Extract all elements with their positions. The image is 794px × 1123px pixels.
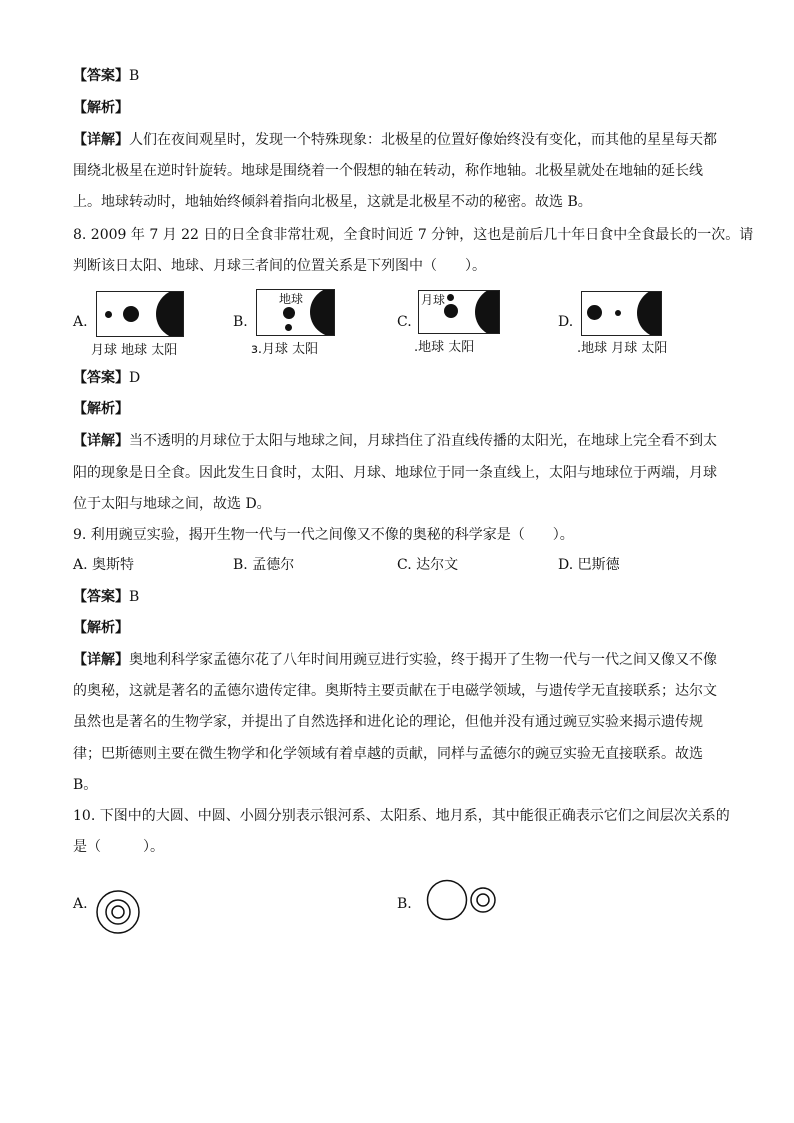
option-caption: .地球 月球 太阳 bbox=[577, 341, 668, 356]
answer-value: B bbox=[129, 589, 140, 605]
inner-label: 月球 bbox=[421, 293, 446, 307]
detail-line bbox=[73, 650, 717, 670]
option-caption: .地球 太阳 bbox=[414, 340, 475, 355]
detail-text: 围绕北极星在逆时针旋转。地球是围绕着一个假想的轴在转动，称作地轴。北极星就处在地轴的延长线 bbox=[73, 163, 703, 179]
question-8-stem: 判断该日太阳、地球、月球三者间的位置关系是下列图中（ ）。 bbox=[73, 258, 486, 274]
detail-text: 虽然也是著名的生物学家，并提出了自然选择和进化论的理论，但他并没有通过豌豆实验来揭示遗传规 bbox=[73, 714, 703, 730]
small-circle bbox=[112, 906, 124, 918]
analysis-tag: 【解析】 bbox=[73, 401, 129, 417]
detail-text: 的奥秘，这就是著名的孟德尔遗传定律。奥斯特主要贡献在于电磁学领域，与遗传学无直接联系；达尔文 bbox=[73, 683, 717, 699]
option-a: A. 奥斯特 bbox=[73, 557, 135, 573]
analysis-tag: 【解析】 bbox=[73, 620, 129, 636]
detail-tag: 【详解】 bbox=[73, 132, 129, 148]
earth-dot bbox=[444, 304, 458, 318]
figure-option-d bbox=[581, 291, 662, 336]
moon-dot bbox=[105, 311, 112, 318]
option-letter: C. bbox=[397, 314, 412, 330]
answer-value: D bbox=[129, 370, 141, 386]
question-9-stem: 9. 利用豌豆实验，揭开生物一代与一代之间像又不像的奥秘的科学家是（ ）。 bbox=[73, 527, 574, 543]
inner-label: 地球 bbox=[279, 292, 304, 306]
answer-line bbox=[73, 66, 139, 86]
detail-text: 奥地利科学家孟德尔花了八年时间用豌豆进行实验，终于揭开了生物一代与一代之间又像又不像 bbox=[129, 652, 717, 668]
detail-text: B。 bbox=[73, 777, 98, 793]
moon-dot bbox=[285, 324, 292, 331]
sun-shape bbox=[475, 290, 500, 334]
option-letter: D. bbox=[558, 314, 574, 330]
option-letter: B. bbox=[233, 314, 248, 330]
small-circle bbox=[477, 894, 489, 906]
detail-line bbox=[73, 431, 717, 451]
detail-text: 当不透明的月球位于太阳与地球之间，月球挡住了沿直线传播的太阳光，在地球上完全看不到太 bbox=[129, 433, 717, 449]
detail-tag: 【详解】 bbox=[73, 652, 129, 668]
sun-shape bbox=[310, 289, 335, 336]
figure-option-b bbox=[256, 289, 335, 336]
answer-value: B bbox=[129, 68, 140, 84]
moon-dot bbox=[615, 310, 621, 316]
medium-circle bbox=[106, 900, 130, 924]
question-10-stem: 10. 下图中的大圆、中圆、小圆分别表示银河系、太阳系、地月系，其中能很正确表示它们之间层次关系的 bbox=[73, 808, 730, 824]
detail-text: 阳的现象是日全食。因此发生日食时，太阳、月球、地球位于同一条直线上，太阳与地球位于两端，月球 bbox=[73, 465, 717, 481]
answer-line bbox=[73, 587, 139, 607]
earth-dot bbox=[283, 307, 295, 319]
moon-dot bbox=[447, 294, 454, 301]
sun-shape bbox=[156, 291, 184, 337]
option-letter: A. bbox=[73, 314, 88, 330]
earth-dot bbox=[123, 306, 139, 322]
figure-option-c bbox=[418, 290, 500, 334]
detail-text: 位于太阳与地球之间，故选 D。 bbox=[73, 496, 271, 512]
separate-circles-figure bbox=[425, 878, 499, 922]
detail-text: 律；巴斯德则主要在微生物学和化学领域有着卓越的贡献，同样与孟德尔的豌豆实验无直接联系。故选 bbox=[73, 746, 703, 762]
detail-tag: 【详解】 bbox=[73, 433, 129, 449]
answer-line bbox=[73, 368, 140, 388]
option-d: D. 巴斯德 bbox=[558, 557, 620, 573]
option-b: B. 孟德尔 bbox=[233, 557, 295, 573]
detail-text: 上。地球转动时，地轴始终倾斜着指向北极星，这就是北极星不动的秘密。故选 B。 bbox=[73, 194, 592, 210]
answer-tag: 【答案】 bbox=[73, 370, 129, 386]
sun-shape bbox=[637, 291, 662, 336]
earth-dot bbox=[587, 305, 602, 320]
option-c: C. 达尔文 bbox=[397, 557, 459, 573]
option-letter: A. bbox=[73, 896, 88, 912]
answer-tag: 【答案】 bbox=[73, 68, 129, 84]
answer-tag: 【答案】 bbox=[73, 589, 129, 605]
option-caption: 月球 地球 太阳 bbox=[91, 343, 178, 358]
large-circle bbox=[97, 891, 139, 933]
large-circle bbox=[428, 881, 467, 920]
analysis-tag: 【解析】 bbox=[73, 100, 129, 116]
question-8-stem: 8. 2009 年 7 月 22 日的日全食非常壮观，全食时间近 7 分钟，这也是前后几十年日食中全食最长的一次。请 bbox=[73, 227, 754, 243]
option-caption: ɜ.月球 太阳 bbox=[251, 342, 319, 357]
detail-line bbox=[73, 130, 717, 150]
figure-option-a bbox=[96, 291, 184, 337]
detail-text: 人们在夜间观星时，发现一个特殊现象：北极星的位置好像始终没有变化，而其他的星星每天都 bbox=[129, 132, 717, 148]
option-letter: B. bbox=[397, 896, 412, 912]
medium-circle bbox=[471, 888, 495, 912]
question-10-stem: 是（ ）。 bbox=[73, 839, 164, 855]
nested-circles-figure bbox=[94, 888, 142, 936]
